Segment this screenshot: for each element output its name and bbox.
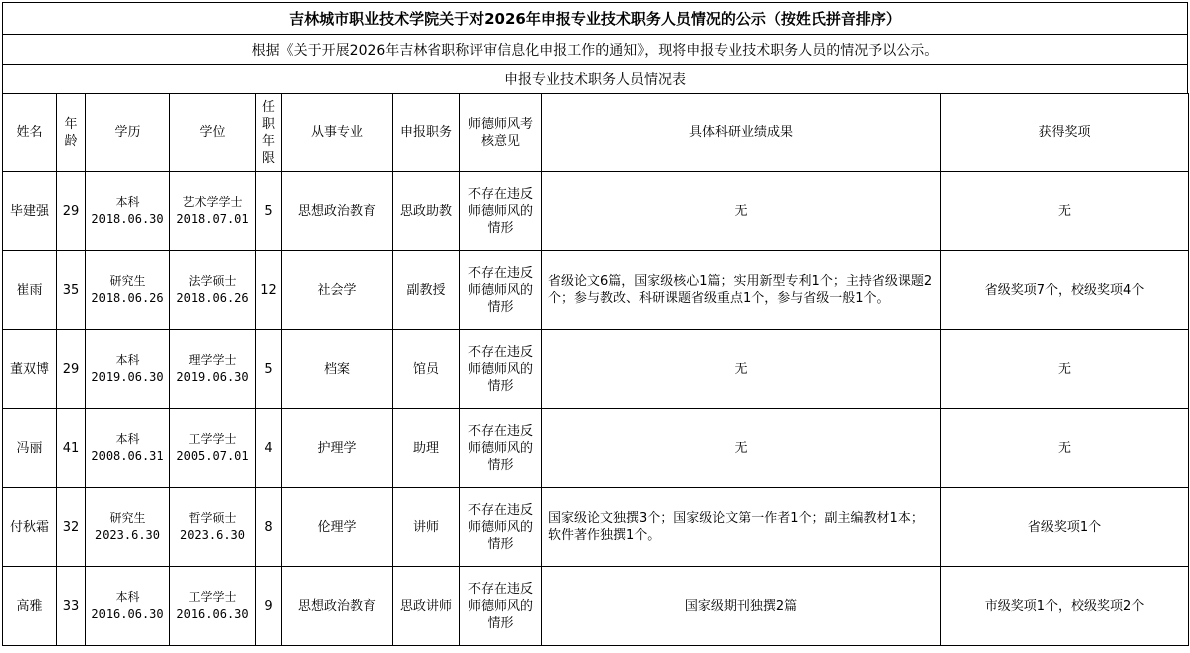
cell-ethics: 不存在违反 师德师风的 情形 <box>460 251 542 330</box>
cell-position: 副教授 <box>393 251 460 330</box>
cell-major: 档案 <box>282 330 393 409</box>
cell-name: 毕建强 <box>3 172 57 251</box>
cell-name: 冯丽 <box>3 409 57 488</box>
table-row <box>3 488 1189 567</box>
cell-position: 思政讲师 <box>393 567 460 646</box>
cell-position: 思政助教 <box>393 172 460 251</box>
cell-name: 崔雨 <box>3 251 57 330</box>
col-major: 从事专业 <box>282 94 393 172</box>
notice-text: 根据《关于开展2026年吉林省职称评审信息化申报工作的通知》，现将申报专业技术职务人员的情况予以公示。 <box>2 34 1188 64</box>
cell-ethics: 不存在违反 师德师风的 情形 <box>460 409 542 488</box>
col-name: 姓名 <box>3 94 57 172</box>
cell-position: 讲师 <box>393 488 460 567</box>
cell-edu: 本科 2016.06.30 <box>86 567 170 646</box>
cell-degree: 工学学士 2005.07.01 <box>170 409 256 488</box>
cell-degree: 工学学士 2016.06.30 <box>170 567 256 646</box>
header-row <box>3 94 1189 172</box>
cell-ethics: 不存在违反 师德师风的 情形 <box>460 172 542 251</box>
cell-degree: 哲学硕士 2023.6.30 <box>170 488 256 567</box>
cell-major: 思想政治教育 <box>282 172 393 251</box>
cell-name: 付秋霜 <box>3 488 57 567</box>
cell-major: 伦理学 <box>282 488 393 567</box>
cell-tenure: 8 <box>256 488 282 567</box>
cell-awards: 无 <box>941 172 1189 251</box>
page-title: 吉林城市职业技术学院关于对2026年申报专业技术职务人员情况的公示（按姓氏拼音排序） <box>2 2 1188 34</box>
cell-age: 32 <box>57 488 86 567</box>
table-subtitle: 申报专业技术职务人员情况表 <box>2 64 1188 93</box>
cell-ethics: 不存在违反 师德师风的 情形 <box>460 330 542 409</box>
cell-tenure: 5 <box>256 172 282 251</box>
cell-major: 护理学 <box>282 409 393 488</box>
cell-name: 董双博 <box>3 330 57 409</box>
cell-research: 国家级论文独撰3个；国家级论文第一作者1个；副主编教材1本；软件著作独撰1个。 <box>542 488 941 567</box>
cell-tenure: 5 <box>256 330 282 409</box>
cell-research: 国家级期刊独撰2篇 <box>542 567 941 646</box>
cell-position: 助理 <box>393 409 460 488</box>
cell-edu: 研究生 2023.6.30 <box>86 488 170 567</box>
col-age: 年 龄 <box>57 94 86 172</box>
cell-awards: 无 <box>941 330 1189 409</box>
cell-research: 无 <box>542 172 941 251</box>
cell-tenure: 12 <box>256 251 282 330</box>
col-research: 具体科研业绩成果 <box>542 94 941 172</box>
col-degree: 学位 <box>170 94 256 172</box>
cell-ethics: 不存在违反 师德师风的 情形 <box>460 488 542 567</box>
cell-age: 29 <box>57 172 86 251</box>
cell-position: 馆员 <box>393 330 460 409</box>
cell-edu: 本科 2008.06.31 <box>86 409 170 488</box>
cell-research: 无 <box>542 409 941 488</box>
cell-research: 省级论文6篇，国家级核心1篇；实用新型专利1个；主持省级课题2个；参与教改、科研课题省级重点1个，参与省级一般1个。 <box>542 251 941 330</box>
col-position: 申报职务 <box>393 94 460 172</box>
cell-awards: 省级奖项7个，校级奖项4个 <box>941 251 1189 330</box>
col-tenure: 任 职 年 限 <box>256 94 282 172</box>
col-awards: 获得奖项 <box>941 94 1189 172</box>
cell-age: 41 <box>57 409 86 488</box>
cell-age: 29 <box>57 330 86 409</box>
spreadsheet <box>2 2 1188 646</box>
cell-age: 35 <box>57 251 86 330</box>
col-ethics: 师德师风考 核意见 <box>460 94 542 172</box>
applicants-table <box>2 93 1189 646</box>
col-edu: 学历 <box>86 94 170 172</box>
cell-major: 社会学 <box>282 251 393 330</box>
cell-degree: 艺术学学士 2018.07.01 <box>170 172 256 251</box>
cell-edu: 本科 2018.06.30 <box>86 172 170 251</box>
cell-degree: 理学学士 2019.06.30 <box>170 330 256 409</box>
cell-ethics: 不存在违反 师德师风的 情形 <box>460 567 542 646</box>
table-row <box>3 330 1189 409</box>
cell-edu: 本科 2019.06.30 <box>86 330 170 409</box>
cell-awards: 省级奖项1个 <box>941 488 1189 567</box>
cell-awards: 无 <box>941 409 1189 488</box>
cell-degree: 法学硕士 2018.06.26 <box>170 251 256 330</box>
cell-awards: 市级奖项1个，校级奖项2个 <box>941 567 1189 646</box>
cell-edu: 研究生 2018.06.26 <box>86 251 170 330</box>
cell-major: 思想政治教育 <box>282 567 393 646</box>
cell-tenure: 9 <box>256 567 282 646</box>
table-row <box>3 567 1189 646</box>
cell-age: 33 <box>57 567 86 646</box>
cell-name: 高雅 <box>3 567 57 646</box>
table-row <box>3 409 1189 488</box>
cell-tenure: 4 <box>256 409 282 488</box>
table-row <box>3 251 1189 330</box>
table-row <box>3 172 1189 251</box>
cell-research: 无 <box>542 330 941 409</box>
